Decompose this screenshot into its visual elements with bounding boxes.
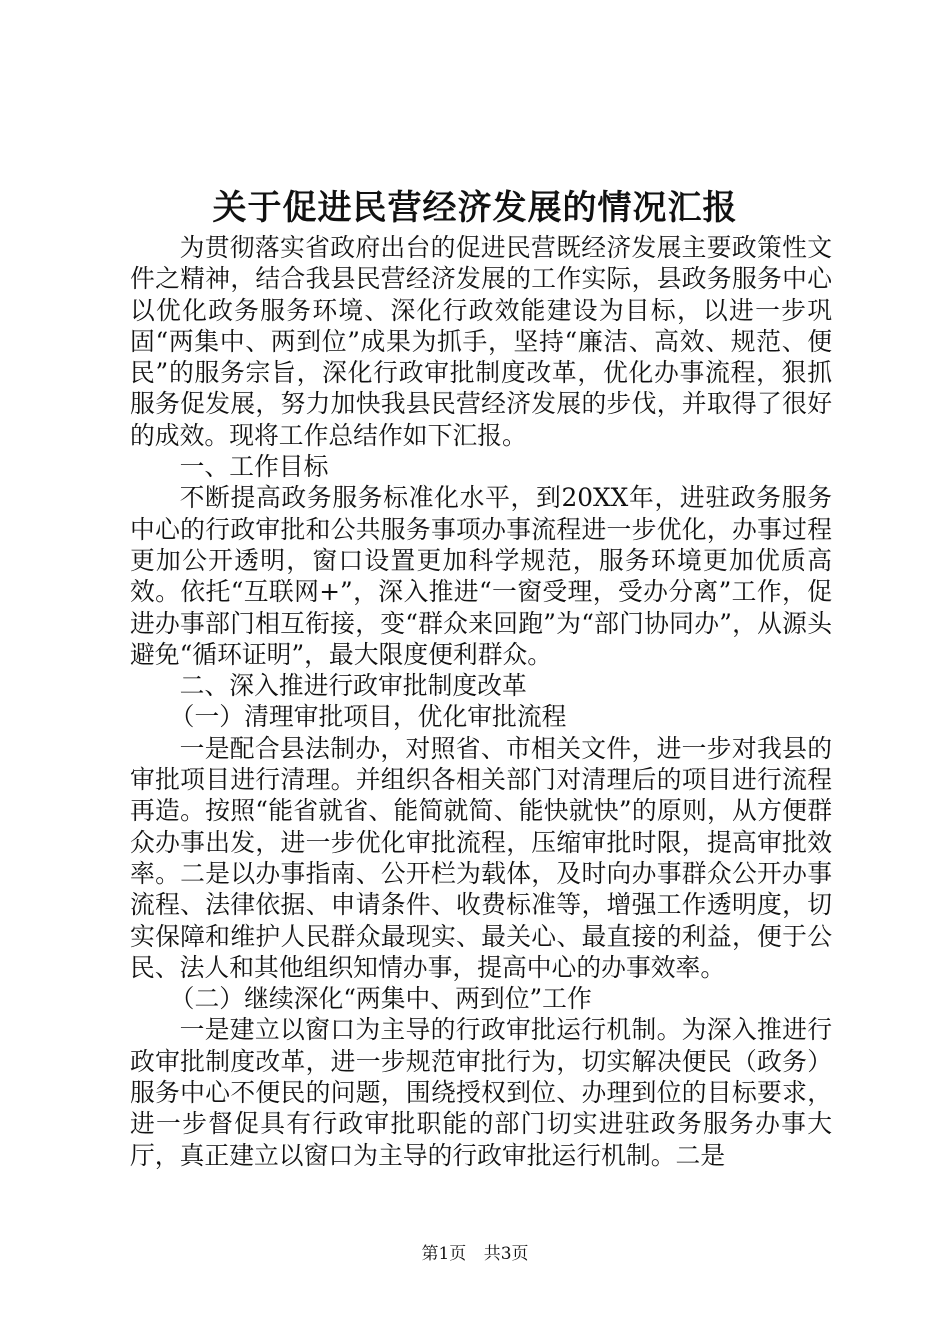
section-heading-reform: 二、深入推进行政审批制度改革 bbox=[179, 671, 527, 701]
page-footer bbox=[0, 1242, 950, 1266]
document-title: 关于促进民营经济发展的情况汇报 bbox=[212, 188, 738, 228]
page-number: 第1页 bbox=[421, 1244, 467, 1264]
subsection-heading-2: （二）继续深化“两集中、两到位”工作 bbox=[169, 984, 592, 1014]
subsection-heading-1: （一）清理审批项目，优化审批流程 bbox=[169, 702, 567, 732]
page-total: 共3页 bbox=[483, 1244, 529, 1264]
document-body bbox=[130, 232, 832, 1171]
paragraph-subsection-2: 一是建立以窗口为主导的行政审批运行机制。为深入推进行政审批制度改革，进一步规范审批行为，切实解决便民（政务）服务中心不便民的问题，围绕授权到位、办理到位的目标要求，进一步督促具有行政审批职能的部门切实进驻政务服务办事大厅，真正建立以窗口为主导的行政审批运行机制。二是 bbox=[130, 1015, 832, 1170]
paragraph-intro: 为贯彻落实省政府出台的促进民营既经济发展主要政策性文件之精神，结合我县民营经济发展的工作实际，县政务服务中心以优化政务服务环境、深化行政效能建设为目标，以进一步巩固“两集中、两到位”成果为抓手，坚持“廉洁、高效、规范、便民”的服务宗旨，深化行政审批制度改革，优化办事流程，狠抓服务促发展，努力加快我县民营经济发展的步伐，并取得了很好的成效。现将工作总结作如下汇报。 bbox=[130, 233, 832, 450]
section-heading-goals: 一、工作目标 bbox=[179, 452, 329, 482]
paragraph-goals: 不断提高政务服务标准化水平，到20XX年，进驻政务服务中心的行政审批和公共服务事项办事流程进一步优化，办事过程更加公开透明，窗口设置更加科学规范，服务环境更加优质高效。依托“互联网+”，深入推进“一窗受理，受办分离”工作，促进办事部门相互衔接，变“群众来回跑”为“部门协同办”，从源头避免“循环证明”，最大限度便利群众。 bbox=[130, 483, 832, 669]
paragraph-subsection-1: 一是配合县法制办，对照省、市相关文件，进一步对我县的审批项目进行清理。并组织各相关部门对清理后的项目进行流程再造。按照“能省就省、能简就简、能快就快”的原则，从方便群众办事出发，进一步优化审批流程，压缩审批时限，提高审批效率。二是以办事指南、公开栏为载体，及时向办事群众公开办事流程、法律依据、申请条件、收费标准等，增强工作透明度，切实保障和维护人民群众最现实、最关心、最直接的利益，便于公民、法人和其他组织知情办事，提高中心的办事效率。 bbox=[130, 733, 832, 982]
